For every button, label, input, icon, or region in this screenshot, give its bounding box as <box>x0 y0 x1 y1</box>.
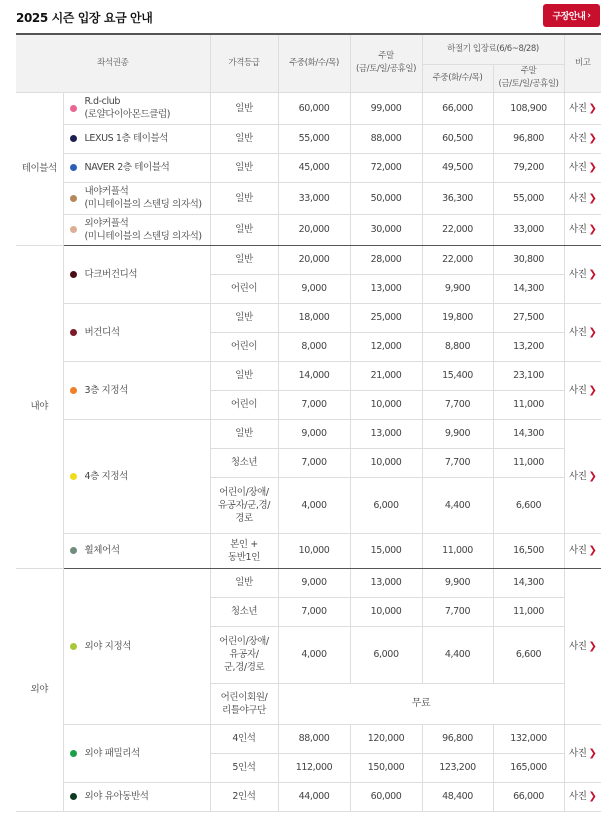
price-summer-weekday: 66,000 <box>422 92 493 124</box>
price-weekday: 7,000 <box>278 597 350 626</box>
price-summer-weekend: 165,000 <box>493 753 564 782</box>
price-weekend: 25,000 <box>350 303 422 332</box>
seat-name-cell <box>63 782 210 811</box>
table-row <box>16 245 601 274</box>
price-grade: 일반 <box>210 182 278 214</box>
price-weekend: 13,000 <box>350 419 422 448</box>
price-grade: 일반 <box>210 153 278 182</box>
photo-link[interactable] <box>569 545 597 556</box>
seat-name <box>70 95 210 121</box>
price-weekday: 18,000 <box>278 303 350 332</box>
price-weekend: 30,000 <box>350 214 422 245</box>
photo-link[interactable] <box>569 385 597 396</box>
price-weekday: 88,000 <box>278 724 350 753</box>
photo-link[interactable] <box>569 133 597 144</box>
chevron-right-icon: ❯ <box>588 747 597 759</box>
table-row <box>16 153 601 182</box>
photo-label: 사진 <box>568 133 587 144</box>
price-grade: 일반 <box>210 214 278 245</box>
seat-name-cell <box>63 568 210 724</box>
note-cell <box>564 92 601 124</box>
seat-name-label: 4층 지정석 <box>84 470 128 482</box>
price-weekend: 12,000 <box>350 332 422 361</box>
seat-name-cell <box>63 182 210 214</box>
price-weekday: 7,000 <box>278 448 350 477</box>
note-cell <box>564 245 601 303</box>
seat-name-cell <box>63 419 210 533</box>
price-weekday: 9,000 <box>278 274 350 303</box>
price-grade: 일반 <box>210 419 278 448</box>
price-summer-weekend: 14,300 <box>493 274 564 303</box>
price-grade: 일반 <box>210 124 278 153</box>
price-summer-weekend: 11,000 <box>493 448 564 477</box>
photo-link[interactable] <box>569 748 597 759</box>
header-weekday: 주중(화/수/목) <box>278 34 350 92</box>
seat-name-label: LEXUS 1층 테이블석 <box>84 133 169 144</box>
price-grade: 2인석 <box>210 782 278 811</box>
seat-color-dot-icon <box>70 387 77 394</box>
price-summer-weekend: 23,100 <box>493 361 564 390</box>
photo-link[interactable] <box>569 224 597 235</box>
table-row <box>16 214 601 245</box>
seat-color-dot-icon <box>70 105 77 112</box>
photo-label: 사진 <box>568 268 587 280</box>
photo-link[interactable] <box>569 103 597 114</box>
price-grade: 어린이/장애/ 유공자/군,경/ 경로 <box>210 477 278 533</box>
price-weekend: 21,000 <box>350 361 422 390</box>
seat-color-dot-icon <box>70 164 77 171</box>
price-weekend: 150,000 <box>350 753 422 782</box>
page-title: 2025 시즌 입장 요금 안내 <box>16 11 153 25</box>
price-weekday: 7,000 <box>278 390 350 419</box>
chevron-right-icon: ❯ <box>588 470 597 482</box>
price-weekday: 14,000 <box>278 361 350 390</box>
note-cell <box>564 724 601 782</box>
price-grade: 5인석 <box>210 753 278 782</box>
table-row <box>16 568 601 597</box>
price-summer-weekend: 13,200 <box>493 332 564 361</box>
seat-name-label: 다크버건디석 <box>84 268 138 280</box>
price-summer-weekday: 4,400 <box>422 626 493 683</box>
price-grade: 어린이 <box>210 274 278 303</box>
seat-name-cell <box>63 153 210 182</box>
chevron-right-icon: ❯ <box>588 326 597 338</box>
seat-name-cell <box>63 124 210 153</box>
table-row <box>16 303 601 332</box>
price-weekday: 10,000 <box>278 533 350 568</box>
chevron-right-icon: ❯ <box>588 102 597 114</box>
price-summer-weekend: 66,000 <box>493 782 564 811</box>
seat-name-label: 휠체어석 <box>84 545 120 556</box>
price-summer-weekday: 22,000 <box>422 214 493 245</box>
price-grade: 일반 <box>210 92 278 124</box>
seat-name-label: 외야커플석 (미니테이블의 스텐딩 의자석) <box>84 217 202 242</box>
price-summer-weekday: 19,800 <box>422 303 493 332</box>
price-weekend: 6,000 <box>350 626 422 683</box>
seat-name-cell <box>63 303 210 361</box>
price-weekday: 4,000 <box>278 626 350 683</box>
price-weekend: 13,000 <box>350 568 422 597</box>
seat-name <box>70 747 210 760</box>
price-weekday: 33,000 <box>278 182 350 214</box>
chevron-right-icon: ❯ <box>588 384 597 396</box>
seat-name-cell <box>63 245 210 303</box>
photo-label: 사진 <box>568 224 587 235</box>
table-row <box>16 92 601 124</box>
price-weekend: 10,000 <box>350 390 422 419</box>
chevron-right-icon: ❯ <box>588 791 597 802</box>
header-summer-weekend: 주말 (금/토/일/공휴일) <box>493 64 564 92</box>
photo-link[interactable] <box>569 471 597 482</box>
price-weekday: 20,000 <box>278 245 350 274</box>
photo-label: 사진 <box>568 102 587 114</box>
price-summer-weekend: 27,500 <box>493 303 564 332</box>
price-summer-weekday: 49,500 <box>422 153 493 182</box>
price-summer-weekday: 9,900 <box>422 419 493 448</box>
seat-name <box>70 544 210 557</box>
price-summer-weekend: 14,300 <box>493 568 564 597</box>
seat-name <box>70 161 210 174</box>
seat-name <box>70 268 210 281</box>
chevron-right-icon: ❯ <box>588 640 597 652</box>
chevron-right-icon: ❯ <box>588 224 597 235</box>
photo-label: 사진 <box>568 192 587 204</box>
chevron-right-icon: ❯ <box>588 268 597 280</box>
seat-name <box>70 217 210 243</box>
table-row <box>16 419 601 448</box>
price-weekend: 88,000 <box>350 124 422 153</box>
price-weekday: 45,000 <box>278 153 350 182</box>
note-cell <box>564 182 601 214</box>
photo-label: 사진 <box>568 791 587 802</box>
seat-name-label: 외야 패밀리석 <box>84 747 140 759</box>
table-row <box>16 182 601 214</box>
price-weekend: 60,000 <box>350 782 422 811</box>
seat-name-cell <box>63 214 210 245</box>
header-note: 비고 <box>564 34 601 92</box>
seat-name <box>70 790 210 803</box>
chevron-right-icon: › <box>587 10 591 21</box>
price-summer-weekend: 96,800 <box>493 124 564 153</box>
table-row <box>16 361 601 390</box>
seat-name-cell <box>63 361 210 419</box>
seat-name <box>70 470 210 483</box>
header-price-grade: 가격등급 <box>210 34 278 92</box>
price-grade: 일반 <box>210 303 278 332</box>
header-summer: 하절기 입장료(6/6~8/28) <box>422 34 564 64</box>
photo-link[interactable] <box>569 193 597 204</box>
price-weekday: 9,000 <box>278 568 350 597</box>
seat-name-label: 3층 지정석 <box>84 384 128 396</box>
photo-link[interactable] <box>569 327 597 338</box>
price-weekend: 50,000 <box>350 182 422 214</box>
note-cell <box>564 782 601 811</box>
photo-link[interactable] <box>569 269 597 280</box>
seat-name-label: NAVER 2층 테이블석 <box>84 162 170 173</box>
price-weekday: 44,000 <box>278 782 350 811</box>
price-table-body <box>16 92 601 811</box>
seat-name-label: 내야커플석 (미니테이블의 스텐딩 의자석) <box>84 186 202 210</box>
price-weekday: 60,000 <box>278 92 350 124</box>
price-grade: 본인 + 동반1인 <box>210 533 278 568</box>
note-cell <box>564 533 601 568</box>
price-grade: 4인석 <box>210 724 278 753</box>
price-summer-weekend: 14,300 <box>493 419 564 448</box>
stadium-guide-label: 구장안내 <box>552 12 586 22</box>
seat-name <box>70 132 210 145</box>
price-summer-weekday: 7,700 <box>422 390 493 419</box>
price-weekend: 72,000 <box>350 153 422 182</box>
seat-color-dot-icon <box>70 473 77 480</box>
table-row <box>16 124 601 153</box>
price-free: 무료 <box>278 683 564 724</box>
price-weekend: 10,000 <box>350 448 422 477</box>
price-weekday: 20,000 <box>278 214 350 245</box>
note-cell <box>564 419 601 533</box>
seat-name <box>70 185 210 211</box>
chevron-right-icon: ❯ <box>588 192 597 204</box>
price-grade: 청소년 <box>210 448 278 477</box>
seat-color-dot-icon <box>70 643 77 650</box>
seat-color-dot-icon <box>70 135 77 142</box>
price-grade: 일반 <box>210 568 278 597</box>
chevron-right-icon: ❯ <box>588 162 597 173</box>
seat-color-dot-icon <box>70 226 77 233</box>
page-header <box>0 0 615 32</box>
price-weekend: 6,000 <box>350 477 422 533</box>
header-seat-type: 좌석권종 <box>16 34 210 92</box>
price-summer-weekday: 15,400 <box>422 361 493 390</box>
price-summer-weekday: 123,200 <box>422 753 493 782</box>
price-summer-weekday: 22,000 <box>422 245 493 274</box>
photo-link[interactable] <box>569 641 597 652</box>
photo-link[interactable] <box>569 162 597 173</box>
table-row <box>16 782 601 811</box>
price-weekend: 10,000 <box>350 597 422 626</box>
photo-link[interactable] <box>569 791 597 802</box>
price-weekend: 28,000 <box>350 245 422 274</box>
note-cell <box>564 214 601 245</box>
price-weekday: 4,000 <box>278 477 350 533</box>
price-grade: 어린이회원/ 리틀야구단 <box>210 683 278 724</box>
price-summer-weekday: 8,800 <box>422 332 493 361</box>
seat-name-cell <box>63 724 210 782</box>
price-summer-weekend: 132,000 <box>493 724 564 753</box>
price-summer-weekday: 96,800 <box>422 724 493 753</box>
seat-name-cell <box>63 533 210 568</box>
price-grade: 일반 <box>210 361 278 390</box>
price-summer-weekend: 16,500 <box>493 533 564 568</box>
price-grade: 어린이/장애/ 유공자/ 군,경/경로 <box>210 626 278 683</box>
price-grade: 일반 <box>210 245 278 274</box>
photo-label: 사진 <box>568 384 587 396</box>
price-summer-weekend: 6,600 <box>493 626 564 683</box>
price-summer-weekend: 11,000 <box>493 390 564 419</box>
section-label: 외야 <box>16 568 63 811</box>
stadium-guide-button[interactable] <box>543 4 600 27</box>
price-table <box>16 33 601 812</box>
price-summer-weekday: 48,400 <box>422 782 493 811</box>
price-weekday: 55,000 <box>278 124 350 153</box>
photo-label: 사진 <box>568 326 587 338</box>
price-summer-weekday: 9,900 <box>422 274 493 303</box>
seat-color-dot-icon <box>70 547 77 554</box>
seat-name-label: 버건디석 <box>84 326 120 338</box>
price-summer-weekend: 55,000 <box>493 182 564 214</box>
price-weekend: 120,000 <box>350 724 422 753</box>
header-weekend: 주말 (금/토/일/공휴일) <box>350 34 422 92</box>
price-weekend: 99,000 <box>350 92 422 124</box>
seat-name-label: 외야 유아동반석 <box>84 791 149 802</box>
seat-color-dot-icon <box>70 195 77 202</box>
price-summer-weekday: 60,500 <box>422 124 493 153</box>
price-grade: 어린이 <box>210 332 278 361</box>
price-summer-weekend: 108,900 <box>493 92 564 124</box>
section-label: 테이블석 <box>16 92 63 245</box>
price-summer-weekday: 7,700 <box>422 448 493 477</box>
header-summer-weekday: 주중(화/수/목) <box>422 64 493 92</box>
seat-color-dot-icon <box>70 271 77 278</box>
section-label: 내야 <box>16 245 63 568</box>
note-cell <box>564 124 601 153</box>
price-weekday: 112,000 <box>278 753 350 782</box>
seat-name <box>70 326 210 339</box>
price-summer-weekend: 6,600 <box>493 477 564 533</box>
price-summer-weekday: 9,900 <box>422 568 493 597</box>
seat-name-label: R.d-club (로얄다이아몬드클럽) <box>84 96 171 120</box>
price-grade: 어린이 <box>210 390 278 419</box>
seat-name <box>70 384 210 397</box>
photo-label: 사진 <box>568 470 587 482</box>
seat-color-dot-icon <box>70 750 77 757</box>
price-weekend: 15,000 <box>350 533 422 568</box>
seat-name-cell <box>63 92 210 124</box>
note-cell <box>564 361 601 419</box>
photo-label: 사진 <box>568 640 587 652</box>
price-summer-weekend: 11,000 <box>493 597 564 626</box>
seat-name <box>70 640 210 653</box>
price-summer-weekday: 4,400 <box>422 477 493 533</box>
chevron-right-icon: ❯ <box>588 133 597 144</box>
price-summer-weekday: 11,000 <box>422 533 493 568</box>
photo-label: 사진 <box>568 747 587 759</box>
price-summer-weekend: 79,200 <box>493 153 564 182</box>
seat-name-label: 외야 지정석 <box>84 640 132 652</box>
photo-label: 사진 <box>568 162 587 173</box>
table-row <box>16 533 601 568</box>
price-summer-weekday: 36,300 <box>422 182 493 214</box>
price-grade: 청소년 <box>210 597 278 626</box>
price-summer-weekend: 33,000 <box>493 214 564 245</box>
seat-color-dot-icon <box>70 793 77 800</box>
seat-color-dot-icon <box>70 329 77 336</box>
price-weekday: 9,000 <box>278 419 350 448</box>
note-cell <box>564 568 601 724</box>
price-weekend: 13,000 <box>350 274 422 303</box>
price-summer-weekend: 30,800 <box>493 245 564 274</box>
price-weekday: 8,000 <box>278 332 350 361</box>
chevron-right-icon: ❯ <box>588 545 597 556</box>
price-summer-weekday: 7,700 <box>422 597 493 626</box>
table-row <box>16 724 601 753</box>
note-cell <box>564 153 601 182</box>
photo-label: 사진 <box>568 545 587 556</box>
note-cell <box>564 303 601 361</box>
